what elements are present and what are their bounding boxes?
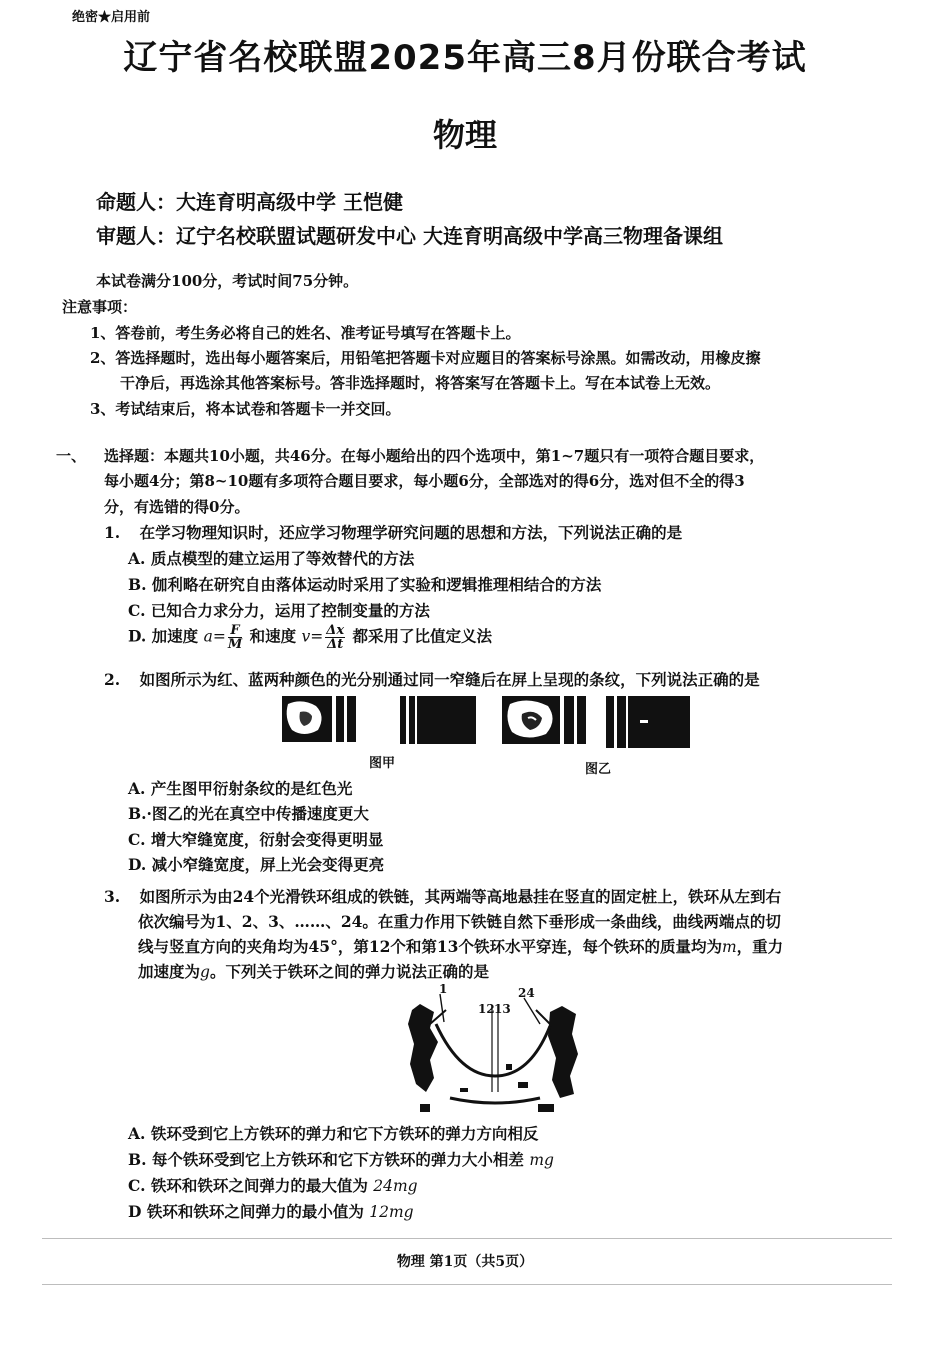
figure-caption-jia: 图甲 xyxy=(369,756,396,771)
fraction-numerator: Δx xyxy=(326,623,345,638)
note-item: 1、答卷前，考生务必将自己的姓名、准考证号填写在答题卡上。 xyxy=(90,324,521,342)
confidential-mark: 绝密★启用前 xyxy=(72,10,151,25)
formula-v: v= xyxy=(301,627,324,646)
chain-label-12: 12 xyxy=(478,1002,495,1016)
fraction-dx-over-dt xyxy=(325,624,345,651)
symbol-g: g xyxy=(200,963,210,981)
subject-title: 物理 xyxy=(432,116,497,154)
q3-option-d xyxy=(128,1200,414,1222)
fraction-denominator: M xyxy=(227,637,243,652)
question-stem-line: 依次编号为1、2、3、……、24。在重力作用下铁链自然下垂形成一条曲线，曲线两端点的切 xyxy=(138,912,781,931)
footer-divider xyxy=(42,1238,892,1239)
note-item: 2、答选择题时，选出每小题答案后，用铅笔把答题卡对应题目的答案标号涂黑。如需改动，用橡皮擦 xyxy=(90,349,761,367)
fraction-f-over-m xyxy=(228,624,242,651)
option-d-mid: 和速度 xyxy=(249,626,297,646)
question-reviewer: 审题人：辽宁名校联盟试题研发中心 大连育明高级中学高三物理备课组 xyxy=(96,224,723,248)
symbol-m: m xyxy=(721,938,737,956)
option-text: B. 每个铁环受到它上方铁环和它下方铁环的弹力大小相差 xyxy=(128,1150,524,1169)
stem-text: 加速度为 xyxy=(138,962,201,981)
stem-text: 线与竖直方向的夹角均为45°，第12个和第13个铁环水平穿连，每个铁环的质量均为 xyxy=(138,937,722,956)
question-stem-line: 如图所示为由24个光滑铁环组成的铁链，其两端等高地悬挂在竖直的固定桩上，铁环从左到右 xyxy=(139,887,782,906)
question-2 xyxy=(104,668,760,690)
q2-option-a: A. 产生图甲衍射条纹的是红色光 xyxy=(128,779,353,798)
question-number: 3. xyxy=(104,887,121,906)
option-value: 12mg xyxy=(369,1203,414,1221)
q1-option-a: A. 质点模型的建立运用了等效替代的方法 xyxy=(128,549,415,568)
question-stem: 在学习物理知识时，还应学习物理学研究问题的思想和方法，下列说法正确的是 xyxy=(139,523,683,542)
option-value: mg xyxy=(529,1151,554,1169)
q1-option-d xyxy=(128,624,492,651)
q2-option-c: C. 增大窄缝宽度，衍射会变得更明显 xyxy=(128,830,384,849)
note-item: 3、考试结束后，将本试卷和答题卡一并交回。 xyxy=(90,400,401,418)
question-stem: 如图所示为红、蓝两种颜色的光分别通过同一窄缝后在屏上呈现的条纹，下列说法正确的是 xyxy=(139,670,760,689)
notes-heading: 注意事项： xyxy=(62,298,138,316)
exam-intro: 本试卷满分100分，考试时间75分钟。 xyxy=(96,272,359,290)
section-line: 分，有选错的得0分。 xyxy=(104,498,250,516)
question-1 xyxy=(104,521,682,543)
q3-option-a: A. 铁环受到它上方铁环的弹力和它下方铁环的弹力方向相反 xyxy=(128,1124,539,1143)
question-number: 1. xyxy=(104,523,121,542)
chain-label-1: 1 xyxy=(439,982,448,996)
q3-option-b xyxy=(128,1148,554,1170)
figure-yi-fringes xyxy=(502,694,690,750)
chain-label-13: 13 xyxy=(494,1002,511,1016)
option-value: 24mg xyxy=(373,1177,418,1195)
stem-text: 。下列关于铁环之间的弹力说法正确的是 xyxy=(209,962,489,981)
section-line: 每小题4分；第8~10题有多项符合题目要求，每小题6分，全部选对的得6分，选对但不全的得3 xyxy=(104,472,745,490)
fraction-numerator: F xyxy=(228,624,242,638)
question-number: 2. xyxy=(104,670,121,689)
chain-label-24: 24 xyxy=(518,986,535,1000)
question-stem-line xyxy=(138,960,489,982)
option-text: C. 铁环和铁环之间弹力的最大值为 xyxy=(128,1176,368,1195)
note-item: 干净后，再选涂其他答案标号。答非选择题时，将答案写在答题卡上。写在本试卷上无效。 xyxy=(120,374,721,392)
section-line: 选择题：本题共10小题，共46分。在每小题给出的四个选项中，第1~7题只有一项符合题目要求， xyxy=(104,447,765,465)
question-setter: 命题人：大连育明高级中学 王恺健 xyxy=(96,190,403,214)
section-number: 一、 xyxy=(56,447,87,465)
page-bottom-divider xyxy=(42,1284,892,1285)
exam-title: 辽宁省名校联盟2025年高三8月份联合考试 xyxy=(123,38,807,78)
page-footer: 物理 第1页（共5页） xyxy=(396,1254,534,1270)
q1-option-b: B. 伽利略在研究自由落体运动时采用了实验和逻辑推理相结合的方法 xyxy=(128,575,602,594)
option-text: D 铁环和铁环之间弹力的最小值为 xyxy=(128,1202,364,1221)
figure-caption-yi: 图乙 xyxy=(585,762,612,777)
formula-a: a= xyxy=(203,627,226,646)
q2-option-b: B.·图乙的光在真空中传播速度更大 xyxy=(128,804,369,823)
q2-option-d: D. 减小窄缝宽度，屏上光会变得更亮 xyxy=(128,855,385,874)
q3-option-c xyxy=(128,1174,418,1196)
question-stem-line xyxy=(138,935,783,957)
option-d-end: 都采用了比值定义法 xyxy=(352,626,493,646)
option-d-label: D. 加速度 xyxy=(128,626,199,646)
figure-jia-fringes xyxy=(282,694,476,746)
fraction-denominator: Δt xyxy=(327,637,344,652)
q1-option-c: C. 已知合力求分力，运用了控制变量的方法 xyxy=(128,601,430,620)
question-3 xyxy=(104,885,781,907)
stem-text: ，重力 xyxy=(736,937,784,956)
